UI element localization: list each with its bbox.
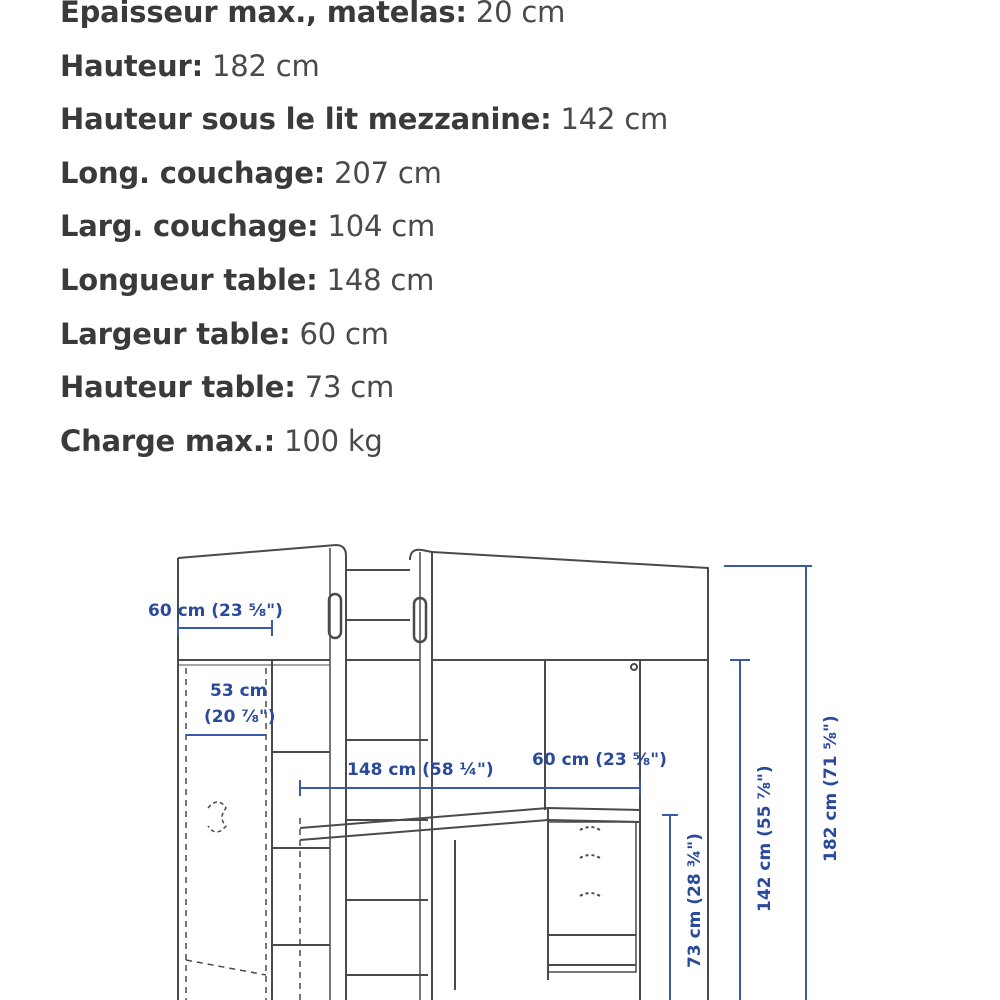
spec-label: Epaisseur max., matelas: [60,0,467,29]
spec-list [60,0,668,468]
spec-row [60,308,668,362]
spec-label: Hauteur sous le lit mezzanine: [60,102,552,137]
spec-value: 207 cm [334,155,442,190]
spec-label: Long. couchage: [60,155,326,190]
spec-label: Largeur table: [60,316,291,351]
spec-value: 20 cm [475,0,566,29]
total-height-label: 182 cm (71 ⅝") [821,715,841,862]
loft-bed-dimension-diagram [0,520,1000,1000]
inner-width-cm-label: 53 cm [210,681,268,701]
wardrobe-depth-label: 60 cm (23 ⅝") [148,601,283,621]
spec-value: 148 cm [326,262,435,297]
spec-label: Longueur table: [60,262,318,297]
spec-value: 104 cm [327,209,436,244]
desk-width-label: 60 cm (23 ⅝") [532,750,667,770]
spec-label: Hauteur: [60,48,203,83]
spec-label: Larg. couchage: [60,209,319,244]
spec-value: 73 cm [304,370,395,405]
inner-width-in-label: (20 ⅞") [204,707,276,727]
spec-value: 60 cm [299,316,389,351]
desk-length-label: 148 cm (58 ¼") [347,760,494,780]
spec-row [60,254,668,308]
spec-row [60,147,668,201]
spec-label: Charge max.: [60,423,276,458]
spec-row [60,361,668,415]
spec-value: 182 cm [212,48,320,83]
spec-row [60,93,668,147]
spec-value: 142 cm [560,102,669,137]
dimension-annotations [148,566,841,1000]
spec-row [60,0,668,40]
spec-row [60,415,668,469]
under-bed-height-label: 142 cm (55 ⅞") [755,765,775,912]
desk-height-label: 73 cm (28 ¾") [685,833,705,968]
spec-row [60,40,668,94]
spec-value: 100 kg [284,423,383,458]
spec-label: Hauteur table: [60,370,296,405]
spec-row [60,200,668,254]
